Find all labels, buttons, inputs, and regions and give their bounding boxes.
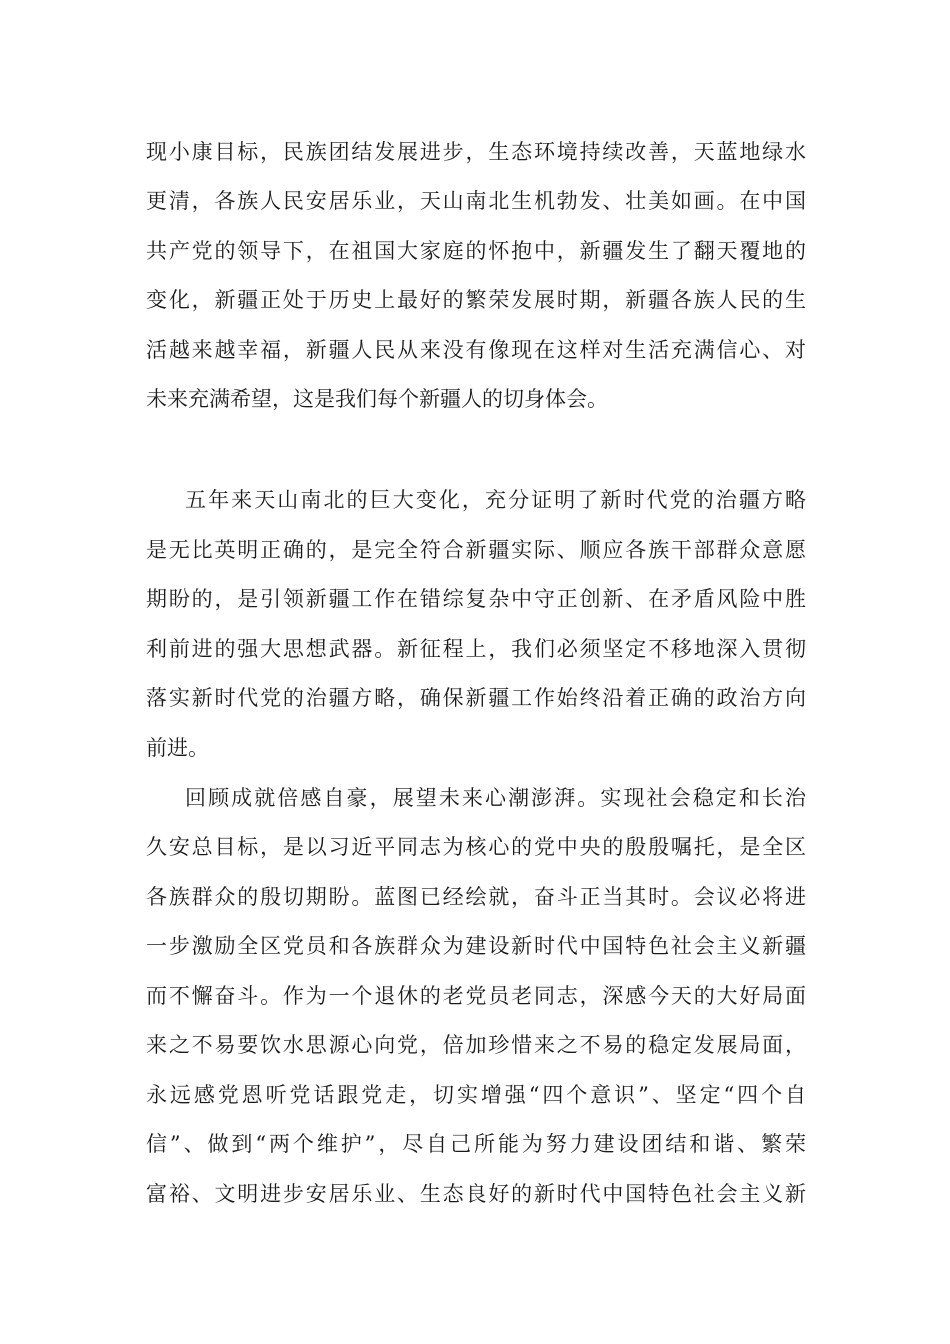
text-line: 期盼的，是引领新疆工作在错综复杂中守正创新、在矛盾风险中胜 <box>146 587 806 611</box>
text-line: 落实新时代党的治疆方略，确保新疆工作始终沿着正确的政治方向 <box>146 686 806 710</box>
text-line: 变化，新疆正处于历史上最好的繁荣发展时期，新疆各族人民的生 <box>146 288 806 312</box>
text-line: 五年来天山南北的巨大变化，充分证明了新时代党的治疆方略 <box>185 488 806 512</box>
text-line: 信”、做到“两个维护”，尽自己所能为努力建设团结和谐、繁荣 <box>146 1132 806 1156</box>
text-line: 利前进的强大思想武器。新征程上，我们必须坚定不移地深入贯彻 <box>146 637 806 661</box>
text-line: 来之不易要饮水思源心向党，倍加珍惜来之不易的稳定发展局面， <box>146 1033 806 1057</box>
text-line: 各族群众的殷切期盼。蓝图已经绘就，奋斗正当其时。会议必将进 <box>146 885 806 909</box>
text-line: 富裕、文明进步安居乐业、生态良好的新时代中国特色社会主义新 <box>146 1182 806 1206</box>
text-line: 共产党的领导下，在祖国大家庭的怀抱中，新疆发生了翻天覆地的 <box>146 239 806 263</box>
text-line: 现小康目标，民族团结发展进步，生态环境持续改善，天蓝地绿水 <box>146 140 806 164</box>
text-line: 前进。 <box>146 736 209 760</box>
text-line: 更清，各族人民安居乐业，天山南北生机勃发、壮美如画。在中国 <box>146 189 806 213</box>
text-line: 未来充满希望，这是我们每个新疆人的切身体会。 <box>146 387 608 411</box>
text-line: 活越来越幸福，新疆人民从来没有像现在这样对生活充满信心、对 <box>146 338 806 362</box>
text-line: 永远感党恩听党话跟党走，切实增强“四个意识”、坚定“四个自 <box>146 1083 806 1107</box>
text-line: 一步激励全区党员和各族群众为建设新时代中国特色社会主义新疆 <box>146 934 806 958</box>
text-line: 而不懈奋斗。作为一个退休的老党员老同志，深感今天的大好局面 <box>146 984 806 1008</box>
text-line: 是无比英明正确的，是完全符合新疆实际、顺应各族干部群众意愿 <box>146 538 806 562</box>
text-line: 久安总目标，是以习近平同志为核心的党中央的殷殷嘱托，是全区 <box>146 835 806 859</box>
text-line: 回顾成就倍感自豪，展望未来心潮澎湃。实现社会稳定和长治 <box>185 786 806 810</box>
